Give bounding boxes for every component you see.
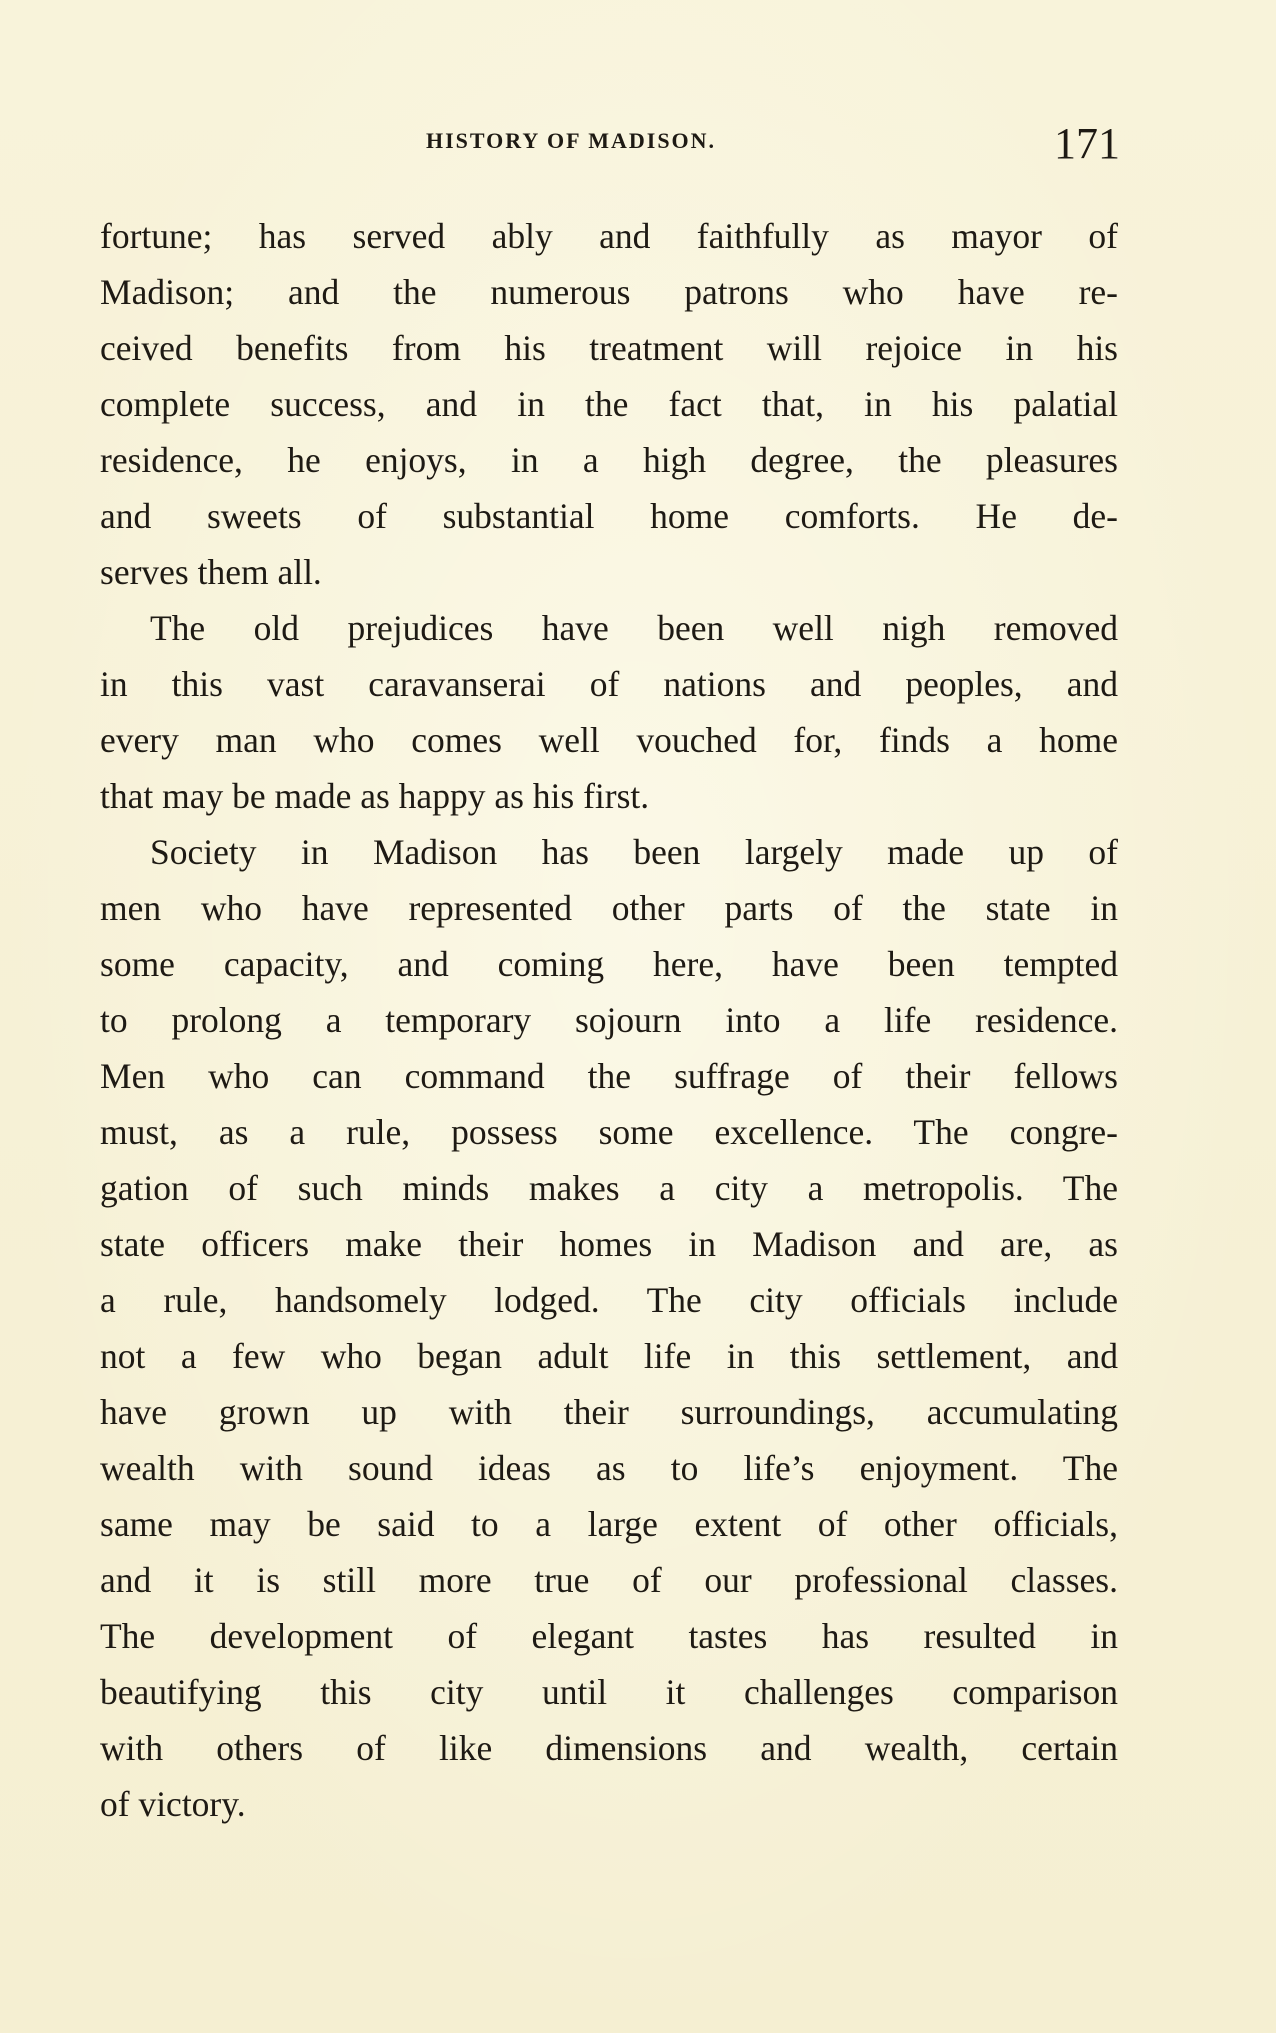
text-line: a rule, handsomely lodged. The city officials include — [100, 1280, 1118, 1320]
text-line: in this vast caravanserai of nations and peoples, and — [100, 664, 1118, 704]
text-line: must, as a rule, possess some excellence. The congre- — [100, 1112, 1118, 1152]
text-line: and sweets of substantial home comforts. He de- — [100, 496, 1118, 536]
text-line: have grown up with their surroundings, accumulating — [100, 1392, 1118, 1432]
text-line: every man who comes well vouched for, finds a home — [100, 720, 1118, 760]
text-line: to prolong a temporary sojourn into a life residence. — [100, 1000, 1118, 1040]
page-number: 171 — [1054, 119, 1120, 168]
paragraph-first-line: Society in Madison has been largely made up of — [150, 832, 1118, 872]
text-line: Men who can command the suffrage of their fellows — [100, 1056, 1118, 1096]
text-line: complete success, and in the fact that, in his palatial — [100, 384, 1118, 424]
text-line: not a few who began adult life in this settlement, and — [100, 1336, 1118, 1376]
text-line: with others of like dimensions and wealth, certain — [100, 1728, 1118, 1768]
text-line: wealth with sound ideas as to life’s enjoyment. The — [100, 1448, 1118, 1488]
text-line: ceived benefits from his treatment will rejoice in his — [100, 328, 1118, 368]
text-line: and it is still more true of our professional classes. — [100, 1560, 1118, 1600]
running-title: HISTORY OF MADISON. — [426, 128, 717, 153]
text-line: residence, he enjoys, in a high degree, the pleasures — [100, 440, 1118, 480]
text-line: that may be made as happy as his first. — [100, 776, 650, 816]
text-line: of victory. — [100, 1784, 246, 1824]
text-line: gation of such minds makes a city a metropolis. The — [100, 1168, 1118, 1208]
text-line: serves them all. — [100, 552, 322, 592]
text-line: beautifying this city until it challenges comparison — [100, 1672, 1118, 1712]
running-head — [100, 118, 1120, 168]
text-line: state officers make their homes in Madison and are, as — [100, 1224, 1118, 1264]
text-line: fortune; has served ably and faithfully as mayor of — [100, 216, 1118, 256]
text-line: men who have represented other parts of the state in — [100, 888, 1118, 928]
text-line: The development of elegant tastes has resulted in — [100, 1616, 1118, 1656]
text-line: some capacity, and coming here, have been tempted — [100, 944, 1118, 984]
text-line: same may be said to a large extent of other officials, — [100, 1504, 1118, 1544]
text-line: Madison; and the numerous patrons who have re- — [100, 272, 1118, 312]
paragraph-first-line: The old prejudices have been well nigh removed — [150, 608, 1118, 648]
body-text — [100, 208, 1118, 1832]
